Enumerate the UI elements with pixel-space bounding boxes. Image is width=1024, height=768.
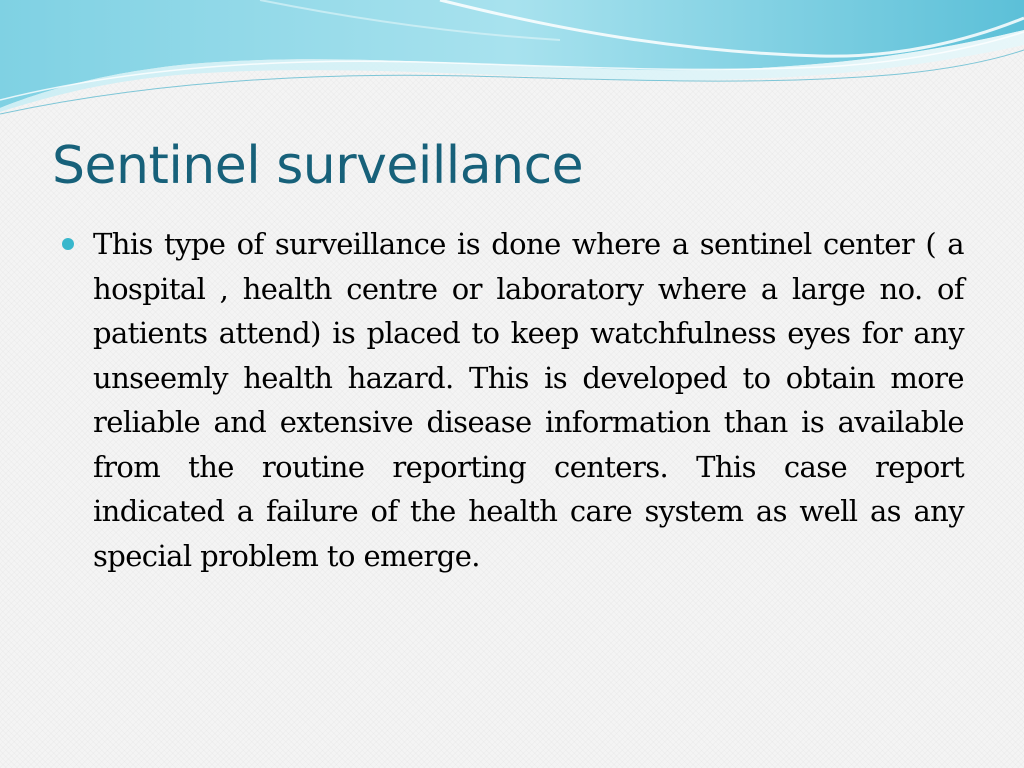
bullet-list xyxy=(60,222,964,578)
bullet-dot-icon xyxy=(62,238,74,250)
bullet-item xyxy=(60,222,964,578)
slide-title: Sentinel surveillance xyxy=(52,136,584,196)
bullet-text: This type of surveillance is done where a sentinel center ( a hospital , health centre or laboratory where a large no. of patients attend) is placed to keep watchfulness eyes for any unseemly health hazard. This is developed to obtain more reliable and extensive disease information than is available from the routine reporting centers. This case report indicated a failure of the health care system as well as any special problem to emerge. xyxy=(93,227,964,573)
header-wave-decoration xyxy=(0,0,1024,130)
